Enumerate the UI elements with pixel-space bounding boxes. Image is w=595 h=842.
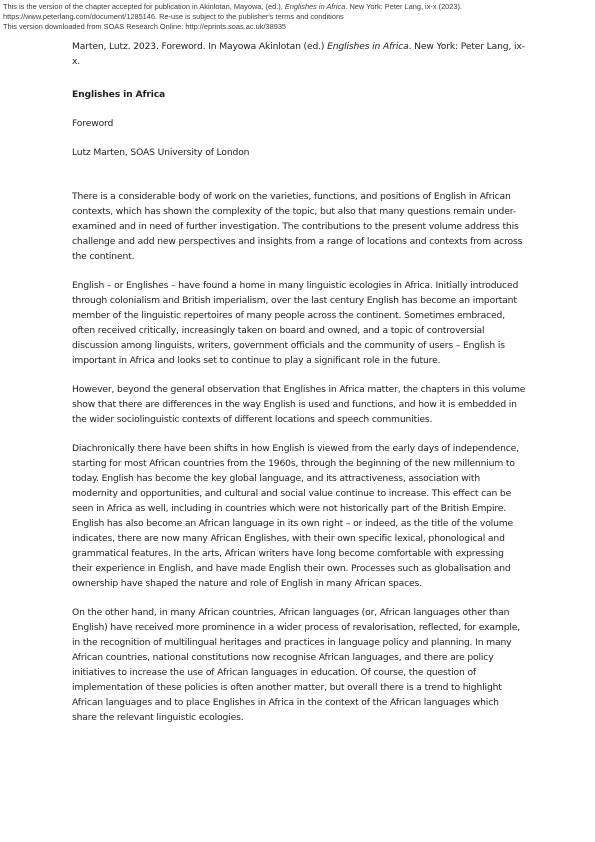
notice-line-3: This version downloaded from SOAS Research Online: http://eprints.soas.ac.uk/38935 [3,22,287,31]
paragraph-5: On the other hand, in many African countries, African languages (or, African languages other than English) have received more prominence in a wider process of revalorisation, reflected, for example, in the recognition of multilingual heritages and practices in language policy and planning. In many African countries, national constitutions now recognise African languages, and there are policy initiatives to increase the use of African languages in education. Of course, the question of implementation of these policies is often another matter, but overall there is a trend to highlight African languages and to place Englishes in Africa in the context of the African languages which share the relevant linguistic ecologies. [72,607,521,723]
notice-book-title: Englishes in Africa [284,2,346,11]
citation-prefix: Marten, Lutz. 2023. Foreword. In Mayowa Akinlotan (ed.) [72,41,328,52]
citation [72,39,526,69]
document-title: Englishes in Africa [72,89,166,100]
citation-book-title: Englishes in Africa [327,41,409,52]
publisher-notice [3,2,593,32]
notice-line-2: https://www.peterlang.com/document/1285146. Re-use is subject to the publisher's terms and conditions [3,12,344,21]
notice-line-1-suffix: . New York: Peter Lang, ix-x (2023). [345,2,463,11]
citation-suffix: . New York: Peter Lang, ix-x. [72,41,525,67]
document-subtitle: Foreword [72,118,114,129]
paragraph-2: English – or Englishes – have found a home in many linguistic ecologies in Africa. Initially introduced through colonialism and British imperialism, over the last century English has become an important member of the linguistic repertoires of many people across the continent. Sometimes embraced, often received critically, increasingly taken on board and owned, and a topic of controversial discussion among linguists, writers, government officials and the community of users – English is important in Africa and looks set to continue to play a significant role in the future. [72,280,519,366]
notice-line-1 [3,2,593,12]
paragraph-1: There is a considerable body of work on the varieties, functions, and positions of English in African contexts, which has shown the complexity of the topic, but also that many questions remain under-examined and in need of further investigation. The contributions to the present volume address this challenge and add new perspectives and insights from a range of locations and contexts from across the continent. [72,191,523,262]
paragraph-4: Diachronically there have been shifts in how English is viewed from the early days of independence, starting for most African countries from the 1960s, through the beginning of the new millennium to today. English has become the key global language, and its attractiveness, association with modernity and opportunities, and cultural and social value continue to increase. This effect can be seen in Africa as well, including in countries which were not historically part of the British Empire. English has also become an African language in its own right – or indeed, as the title of the volume indicates, there are now many African Englishes, with their own specific lexical, phonological and grammatical features. In the arts, African writers have long become comfortable with expressing their experience in English, and have made English their own. Processes such as globalisation and ownership have shaped the nature and role of English in many African spaces. [72,443,519,589]
author-line: Lutz Marten, SOAS University of London [72,147,250,158]
document-body [72,39,526,739]
notice-line-1-prefix: This is the version of the chapter accepted for publication in Akinlotan, Mayowa, (ed.), [3,2,285,11]
paragraph-3: However, beyond the general observation that Englishes in Africa matter, the chapters in this volume show that there are differences in the way English is used and functions, and how it is embedded in the wider sociolinguistic contexts of different locations and speech communities. [72,384,526,425]
